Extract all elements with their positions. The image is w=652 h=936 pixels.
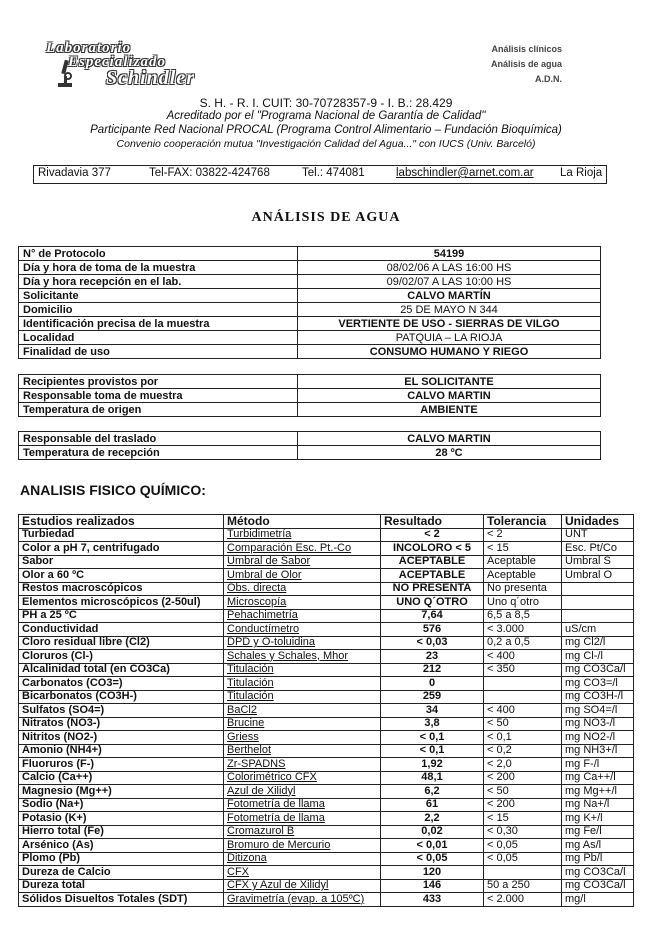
units: mg CO3H-/l [562, 690, 634, 704]
tolerance: < 200 [484, 798, 562, 812]
units: mg NO3-/l [562, 717, 634, 731]
study-name: Nitritos (NO2-) [19, 731, 224, 745]
info-value: EL SOLICITANTE [298, 375, 601, 389]
tolerance: < 350 [484, 663, 562, 677]
method: Turbidimetría [224, 528, 381, 542]
sampling-info-table [18, 374, 601, 417]
tolerance: Aceptable [484, 555, 562, 569]
tolerance: < 400 [484, 650, 562, 664]
table-row [19, 596, 634, 610]
info-row [19, 403, 601, 417]
info-value: PATQUIA – LA RIOJA [298, 331, 601, 345]
tolerance: < 3.000 [484, 623, 562, 637]
study-name: Sabor [19, 555, 224, 569]
study-name: Elementos microscópicos (2-50ul) [19, 596, 224, 610]
table-row [19, 609, 634, 623]
result-value: 2,2 [381, 812, 484, 826]
info-row [19, 432, 601, 446]
result-value: ACEPTABLE [381, 555, 484, 569]
logo-line-1: Laboratorio [46, 40, 132, 56]
method: Umbral de Olor [224, 569, 381, 583]
units: mg As/l [562, 839, 634, 853]
study-name: Sulfatos (SO4=) [19, 704, 224, 718]
units: Esc. Pt/Co [562, 542, 634, 556]
info-row [19, 345, 601, 359]
result-value: 23 [381, 650, 484, 664]
info-label: Identificación precisa de la muestra [19, 317, 298, 331]
info-row [19, 289, 601, 303]
units: mg Na+/l [562, 798, 634, 812]
study-name: Color a pH 7, centrifugado [19, 542, 224, 556]
result-value: 3,8 [381, 717, 484, 731]
table-row [19, 866, 634, 880]
table-row [19, 663, 634, 677]
info-row [19, 261, 601, 275]
info-value: VERTIENTE DE USO - SIERRAS DE VILGO [298, 317, 601, 331]
service-item: Análisis de agua [490, 59, 562, 69]
tolerance: < 0,2 [484, 744, 562, 758]
tolerance: < 0,1 [484, 731, 562, 745]
table-row [19, 704, 634, 718]
tolerance: 50 a 250 [484, 879, 562, 893]
result-value: 576 [381, 623, 484, 637]
tolerance: < 50 [484, 785, 562, 799]
units: mg Cl2/l [562, 636, 634, 650]
col-header-study: Estudios realizados [19, 515, 224, 529]
info-value: 08/02/06 A LAS 16:00 HS [298, 261, 601, 275]
method: Fotometría de llama [224, 798, 381, 812]
table-row [19, 555, 634, 569]
result-value: 7,64 [381, 609, 484, 623]
info-row [19, 375, 601, 389]
table-row [19, 758, 634, 772]
table-row [19, 650, 634, 664]
study-name: Fluoruros (F-) [19, 758, 224, 772]
study-name: Turbiedad [19, 528, 224, 542]
result-value: NO PRESENTA [381, 582, 484, 596]
result-value: 0 [381, 677, 484, 691]
contact-address: Rivadavia 377 [38, 167, 111, 179]
tolerance: No presenta [484, 582, 562, 596]
document-title: ANÁLISIS DE AGUA [251, 210, 401, 225]
units: Umbral O [562, 569, 634, 583]
method: Conductímetro [224, 623, 381, 637]
method: Zr-SPADNS [224, 758, 381, 772]
info-value: CALVO MARTIN [298, 432, 601, 446]
study-name: Plomo (Pb) [19, 852, 224, 866]
tolerance: < 15 [484, 542, 562, 556]
col-header-result: Resultado [381, 515, 484, 529]
tolerance: 0,2 a 0,5 [484, 636, 562, 650]
result-value: 61 [381, 798, 484, 812]
result-value: < 2 [381, 528, 484, 542]
tolerance: < 400 [484, 704, 562, 718]
units [562, 609, 634, 623]
results-table [18, 514, 634, 907]
method: BaCl2 [224, 704, 381, 718]
tolerance: < 200 [484, 771, 562, 785]
tolerance [484, 866, 562, 880]
info-value: 09/02/07 A LAS 10:00 HS [298, 275, 601, 289]
result-value: 0,02 [381, 825, 484, 839]
study-name: PH a 25 ºC [19, 609, 224, 623]
method: Ditizona [224, 852, 381, 866]
result-value: < 0,1 [381, 744, 484, 758]
services-list [491, 42, 562, 87]
logo-line-3: Schindler [106, 67, 196, 89]
table-row [19, 798, 634, 812]
info-value: CONSUMO HUMANO Y RIEGO [298, 345, 601, 359]
units [562, 596, 634, 610]
info-label: Día y hora recepción en el lab. [19, 275, 298, 289]
table-row [19, 785, 634, 799]
info-value: 54199 [298, 247, 601, 261]
result-value: < 0,01 [381, 839, 484, 853]
study-name: Amonio (NH4+) [19, 744, 224, 758]
info-value: AMBIENTE [298, 403, 601, 417]
tolerance: Uno q´otro [484, 596, 562, 610]
table-row [19, 623, 634, 637]
tolerance: < 15 [484, 812, 562, 826]
info-label: Día y hora de toma de la muestra [19, 261, 298, 275]
units: mg K+/l [562, 812, 634, 826]
info-label: Finalidad de uso [19, 345, 298, 359]
lab-logo [38, 40, 268, 90]
method: Obs. directa [224, 582, 381, 596]
units: mg CO3Ca/l [562, 663, 634, 677]
method: CFX [224, 866, 381, 880]
result-value: 212 [381, 663, 484, 677]
transport-info-table [18, 431, 601, 460]
info-label: Responsable del traslado [19, 432, 298, 446]
study-name: Restos macroscópicos [19, 582, 224, 596]
header-procal: Participante Red Nacional PROCAL (Programa Control Alimentario – Fundación Bioquímica) [90, 124, 562, 136]
table-row [19, 879, 634, 893]
result-value: 48,1 [381, 771, 484, 785]
info-label: Temperatura de origen [19, 403, 298, 417]
info-row [19, 247, 601, 261]
method: Bromuro de Mercurio [224, 839, 381, 853]
units: mg NH3+/l [562, 744, 634, 758]
method: Berthelot [224, 744, 381, 758]
info-value: 28 ºC [298, 446, 601, 460]
info-row [19, 446, 601, 460]
units: mg F-/l [562, 758, 634, 772]
study-name: Sólidos Disueltos Totales (SDT) [19, 893, 224, 907]
results-header-row [19, 515, 634, 529]
table-row [19, 569, 634, 583]
table-row [19, 717, 634, 731]
service-item: A.D.N. [535, 74, 562, 84]
method: Comparación Esc. Pt.-Co [224, 542, 381, 556]
study-name: Carbonatos (CO3=) [19, 677, 224, 691]
contact-box [33, 165, 607, 184]
method: Schales y Schales, Mhor [224, 650, 381, 664]
method: Microscopía [224, 596, 381, 610]
study-name: Magnesio (Mg++) [19, 785, 224, 799]
result-value: < 0,1 [381, 731, 484, 745]
table-row [19, 542, 634, 556]
method: Umbral de Sabor [224, 555, 381, 569]
table-row [19, 893, 634, 907]
col-header-units: Unidades [562, 515, 634, 529]
table-row [19, 731, 634, 745]
table-row [19, 825, 634, 839]
units: mg Pb/l [562, 852, 634, 866]
section-title: ANALISIS FISICO QUÍMICO: [20, 482, 206, 498]
units: mg/l [562, 893, 634, 907]
info-label: Temperatura de recepción [19, 446, 298, 460]
method: Pehachimetría [224, 609, 381, 623]
tolerance: < 2.000 [484, 893, 562, 907]
method: Colorimétrico CFX [224, 771, 381, 785]
table-row [19, 839, 634, 853]
result-value: < 0,05 [381, 852, 484, 866]
study-name: Alcalinidad total (en CO3Ca) [19, 663, 224, 677]
units [562, 582, 634, 596]
header-agreement: Convenio cooperación mutua "Investigación Calidad del Agua..." con IUCS (Univ. Barceló) [116, 138, 536, 150]
units: mg SO4=/l [562, 704, 634, 718]
method: Titulación [224, 663, 381, 677]
units: mg Ca++/l [562, 771, 634, 785]
units: mg Mg++/l [562, 785, 634, 799]
tolerance: 6,5 a 8,5 [484, 609, 562, 623]
study-name: Arsénico (As) [19, 839, 224, 853]
units: mg CO3=/l [562, 677, 634, 691]
method: Titulación [224, 690, 381, 704]
info-label: Localidad [19, 331, 298, 345]
units: Umbral S [562, 555, 634, 569]
table-row [19, 812, 634, 826]
study-name: Nitratos (NO3-) [19, 717, 224, 731]
units: mg NO2-/l [562, 731, 634, 745]
study-name: Conductividad [19, 623, 224, 637]
info-label: Domicilio [19, 303, 298, 317]
header-accreditation: Acreditado por el "Programa Nacional de Garantía de Calidad" [166, 110, 486, 122]
result-value: 34 [381, 704, 484, 718]
result-value: 6,2 [381, 785, 484, 799]
table-row [19, 582, 634, 596]
sample-info-table [18, 246, 601, 359]
result-value: 146 [381, 879, 484, 893]
study-name: Sodio (Na+) [19, 798, 224, 812]
tolerance [484, 677, 562, 691]
method: Griess [224, 731, 381, 745]
study-name: Cloruros (Cl-) [19, 650, 224, 664]
col-header-method: Método [224, 515, 381, 529]
table-row [19, 636, 634, 650]
info-row [19, 317, 601, 331]
info-label: Solicitante [19, 289, 298, 303]
study-name: Calcio (Ca++) [19, 771, 224, 785]
method: Cromazurol B [224, 825, 381, 839]
info-value: CALVO MARTÍN [298, 289, 601, 303]
method: DPD y O-toluidina [224, 636, 381, 650]
method: Gravimetría (evap. a 105ºC) [224, 893, 381, 907]
service-item: Análisis clínicos [491, 44, 562, 54]
units: mg Cl-/l [562, 650, 634, 664]
study-name: Bicarbonatos (CO3H-) [19, 690, 224, 704]
tolerance: Aceptable [484, 569, 562, 583]
method: Brucine [224, 717, 381, 731]
units: mg Fe/l [562, 825, 634, 839]
units: mg CO3Ca/l [562, 879, 634, 893]
units: uS/cm [562, 623, 634, 637]
study-name: Dureza de Calcio [19, 866, 224, 880]
logo-line-2: Especializado [68, 54, 166, 70]
table-row [19, 528, 634, 542]
table-row [19, 677, 634, 691]
tolerance: < 2 [484, 528, 562, 542]
result-value: 1,92 [381, 758, 484, 772]
table-row [19, 771, 634, 785]
table-row [19, 852, 634, 866]
method: Titulación [224, 677, 381, 691]
study-name: Cloro residual libre (Cl2) [19, 636, 224, 650]
result-value: 259 [381, 690, 484, 704]
result-value: UNO Q´OTRO [381, 596, 484, 610]
info-label: Responsable toma de muestra [19, 389, 298, 403]
result-value: < 0,03 [381, 636, 484, 650]
table-row [19, 744, 634, 758]
contact-city: La Rioja [560, 167, 603, 179]
info-row [19, 303, 601, 317]
tolerance: < 0,05 [484, 839, 562, 853]
info-value: 25 DE MAYO N 344 [298, 303, 601, 317]
info-label: Recipientes provistos por [19, 375, 298, 389]
study-name: Hierro total (Fe) [19, 825, 224, 839]
info-row [19, 275, 601, 289]
study-name: Olor a 60 ºC [19, 569, 224, 583]
contact-telfax: Tel-FAX: 03822-424768 [149, 167, 270, 179]
result-value: ACEPTABLE [381, 569, 484, 583]
units: mg CO3Ca/l [562, 866, 634, 880]
info-label: N° de Protocolo [19, 247, 298, 261]
col-header-tolerance: Tolerancia [484, 515, 562, 529]
tolerance: < 0,30 [484, 825, 562, 839]
table-row [19, 690, 634, 704]
tolerance: < 0,05 [484, 852, 562, 866]
result-value: INCOLORO < 5 [381, 542, 484, 556]
info-row [19, 389, 601, 403]
info-row [19, 331, 601, 345]
study-name: Dureza total [19, 879, 224, 893]
contact-email[interactable]: labschindler@arnet.com.ar [396, 167, 534, 179]
study-name: Potasio (K+) [19, 812, 224, 826]
contact-tel: Tel.: 474081 [302, 167, 365, 179]
tolerance: < 2,0 [484, 758, 562, 772]
units: UNT [562, 528, 634, 542]
method: CFX y Azul de Xilidyl [224, 879, 381, 893]
method: Fotometría de llama [224, 812, 381, 826]
info-value: CALVO MARTIN [298, 389, 601, 403]
method: Azul de Xilidyl [224, 785, 381, 799]
tolerance [484, 690, 562, 704]
header-cuit: S. H. - R. I. CUIT: 30-70728357-9 - I. B.: 28.429 [199, 96, 453, 110]
tolerance: < 50 [484, 717, 562, 731]
result-value: 433 [381, 893, 484, 907]
result-value: 120 [381, 866, 484, 880]
